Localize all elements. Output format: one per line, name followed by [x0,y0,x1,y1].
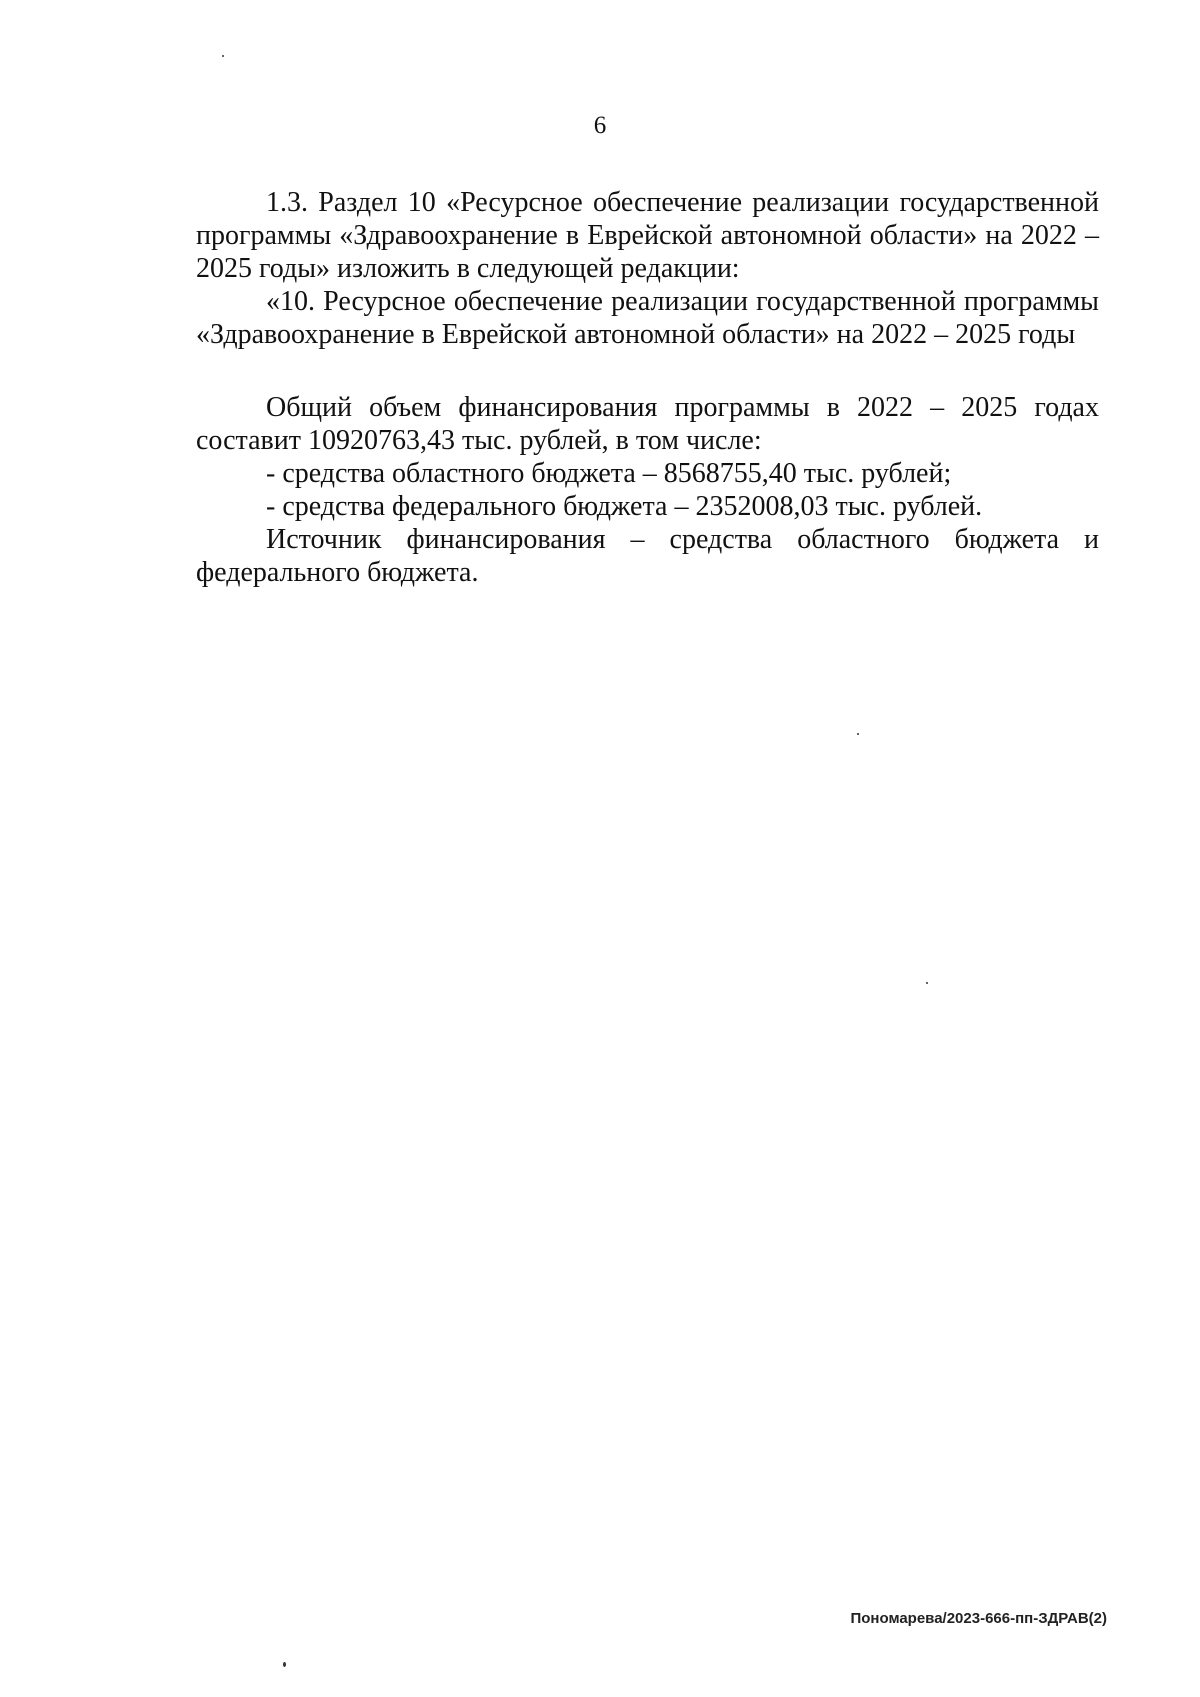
scan-speck [926,982,928,984]
paragraph-total-funding: Общий объем финансирования программы в 2022 – 2025 годах составит 10920763,43 тыс. рублей, в том числе: [196,392,1099,456]
scan-speck [222,55,224,57]
scan-speck [857,733,859,735]
document-code: Пономарева/2023-666-пп-ЗДРАВ(2) [850,1610,1107,1627]
scan-speck [283,1662,286,1667]
paragraph-section-title: «10. Ресурсное обеспечение реализации государственной программы «Здравоохранение в Еврейской автономной области» на 2022 – 2025 годы [196,286,1099,350]
document-body [196,186,1099,589]
list-item-regional-budget: - средства областного бюджета – 8568755,40 тыс. рублей; [266,458,952,489]
paragraph-section-amendment: 1.3. Раздел 10 «Ресурсное обеспечение реализации государственной программы «Здравоохранение в Еврейской автономной области» на 2022 – 2025 годы» изложить в следующей редакции: [196,187,1099,284]
list-item-federal-budget: - средства федерального бюджета – 2352008,03 тыс. рублей. [266,491,983,522]
page-number: 6 [593,112,607,139]
paragraph-gap [196,351,1099,391]
paragraph-funding-source: Источник финансирования – средства областного бюджета и федерального бюджета. [196,524,1099,588]
